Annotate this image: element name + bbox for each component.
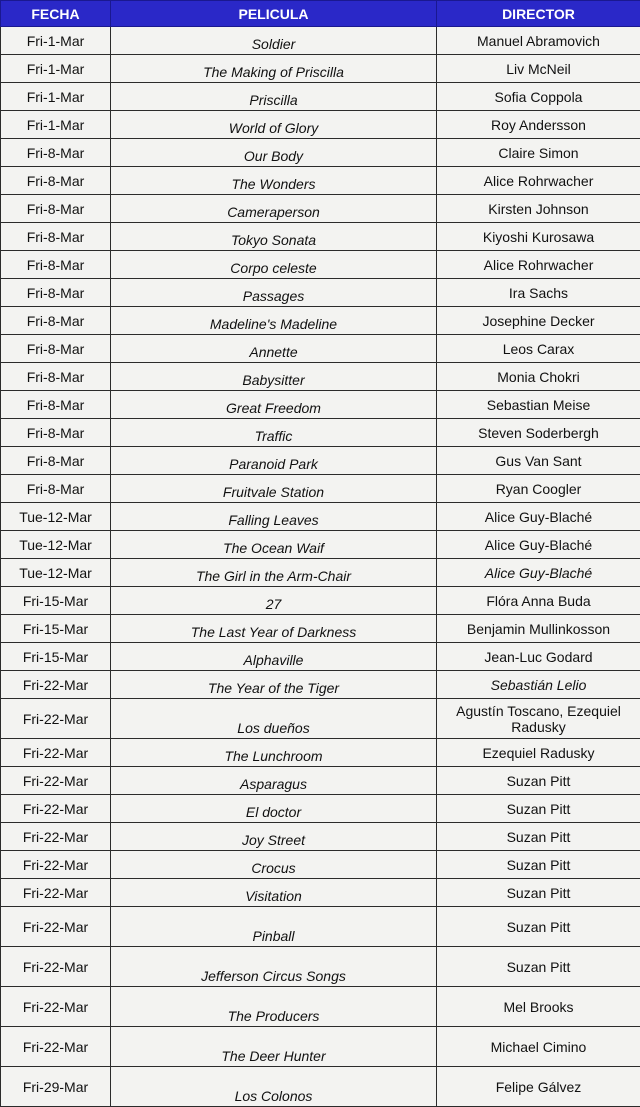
film-cell: Crocus bbox=[111, 851, 437, 879]
date-cell: Fri-22-Mar bbox=[1, 987, 111, 1027]
date-cell: Tue-12-Mar bbox=[1, 531, 111, 559]
date-cell: Fri-8-Mar bbox=[1, 139, 111, 167]
header-fecha: FECHA bbox=[1, 1, 111, 27]
film-cell: Traffic bbox=[111, 419, 437, 447]
table-row bbox=[1, 739, 640, 767]
table-row bbox=[1, 851, 640, 879]
table-row bbox=[1, 195, 640, 223]
film-cell: Los dueños bbox=[111, 699, 437, 739]
date-cell: Tue-12-Mar bbox=[1, 503, 111, 531]
table-row bbox=[1, 587, 640, 615]
film-cell: The Producers bbox=[111, 987, 437, 1027]
director-cell: Alice Guy-Blaché bbox=[437, 559, 640, 587]
date-cell: Fri-29-Mar bbox=[1, 1067, 111, 1107]
date-cell: Tue-12-Mar bbox=[1, 559, 111, 587]
director-cell: Agustín Toscano, Ezequiel Radusky bbox=[437, 699, 640, 739]
table-row bbox=[1, 139, 640, 167]
table-row bbox=[1, 879, 640, 907]
header-director: DIRECTOR bbox=[437, 1, 640, 27]
table-row bbox=[1, 83, 640, 111]
table-row bbox=[1, 279, 640, 307]
film-cell: Paranoid Park bbox=[111, 447, 437, 475]
film-cell: Los Colonos bbox=[111, 1067, 437, 1107]
director-cell: Alice Rohrwacher bbox=[437, 167, 640, 195]
film-cell: The Deer Hunter bbox=[111, 1027, 437, 1067]
date-cell: Fri-1-Mar bbox=[1, 55, 111, 83]
date-cell: Fri-8-Mar bbox=[1, 195, 111, 223]
director-cell: Roy Andersson bbox=[437, 111, 640, 139]
film-cell: Falling Leaves bbox=[111, 503, 437, 531]
date-cell: Fri-22-Mar bbox=[1, 739, 111, 767]
table-row bbox=[1, 419, 640, 447]
director-cell: Suzan Pitt bbox=[437, 767, 640, 795]
director-cell: Claire Simon bbox=[437, 139, 640, 167]
header-pelicula: PELICULA bbox=[111, 1, 437, 27]
director-cell: Ezequiel Radusky bbox=[437, 739, 640, 767]
director-cell: Manuel Abramovich bbox=[437, 27, 640, 55]
date-cell: Fri-8-Mar bbox=[1, 391, 111, 419]
film-cell: The Lunchroom bbox=[111, 739, 437, 767]
film-cell: Fruitvale Station bbox=[111, 475, 437, 503]
director-cell: Mel Brooks bbox=[437, 987, 640, 1027]
film-cell: Visitation bbox=[111, 879, 437, 907]
director-cell: Jean-Luc Godard bbox=[437, 643, 640, 671]
date-cell: Fri-8-Mar bbox=[1, 279, 111, 307]
director-cell: Liv McNeil bbox=[437, 55, 640, 83]
table-row bbox=[1, 643, 640, 671]
date-cell: Fri-8-Mar bbox=[1, 223, 111, 251]
film-cell: 27 bbox=[111, 587, 437, 615]
date-cell: Fri-8-Mar bbox=[1, 335, 111, 363]
date-cell: Fri-22-Mar bbox=[1, 699, 111, 739]
date-cell: Fri-15-Mar bbox=[1, 587, 111, 615]
film-cell: Alphaville bbox=[111, 643, 437, 671]
film-cell: Our Body bbox=[111, 139, 437, 167]
date-cell: Fri-8-Mar bbox=[1, 251, 111, 279]
director-cell: Kirsten Johnson bbox=[437, 195, 640, 223]
table-row bbox=[1, 767, 640, 795]
director-cell: Alice Guy-Blaché bbox=[437, 503, 640, 531]
date-cell: Fri-22-Mar bbox=[1, 879, 111, 907]
date-cell: Fri-15-Mar bbox=[1, 643, 111, 671]
film-cell: The Wonders bbox=[111, 167, 437, 195]
director-cell: Suzan Pitt bbox=[437, 907, 640, 947]
table-row bbox=[1, 1067, 640, 1107]
table-row bbox=[1, 987, 640, 1027]
director-cell: Suzan Pitt bbox=[437, 851, 640, 879]
date-cell: Fri-22-Mar bbox=[1, 795, 111, 823]
date-cell: Fri-8-Mar bbox=[1, 167, 111, 195]
table-row bbox=[1, 907, 640, 947]
director-cell: Leos Carax bbox=[437, 335, 640, 363]
table-row bbox=[1, 447, 640, 475]
date-cell: Fri-8-Mar bbox=[1, 475, 111, 503]
date-cell: Fri-8-Mar bbox=[1, 447, 111, 475]
table-row bbox=[1, 363, 640, 391]
director-cell: Flóra Anna Buda bbox=[437, 587, 640, 615]
film-cell: The Last Year of Darkness bbox=[111, 615, 437, 643]
date-cell: Fri-15-Mar bbox=[1, 615, 111, 643]
director-cell: Sebastián Lelio bbox=[437, 671, 640, 699]
table-row bbox=[1, 391, 640, 419]
date-cell: Fri-22-Mar bbox=[1, 671, 111, 699]
director-cell: Ryan Coogler bbox=[437, 475, 640, 503]
film-cell: Cameraperson bbox=[111, 195, 437, 223]
table-row bbox=[1, 531, 640, 559]
director-cell: Sebastian Meise bbox=[437, 391, 640, 419]
director-cell: Benjamin Mullinkosson bbox=[437, 615, 640, 643]
film-cell: Asparagus bbox=[111, 767, 437, 795]
date-cell: Fri-22-Mar bbox=[1, 823, 111, 851]
table-row bbox=[1, 475, 640, 503]
date-cell: Fri-22-Mar bbox=[1, 1027, 111, 1067]
director-cell: Monia Chokri bbox=[437, 363, 640, 391]
film-cell: Joy Street bbox=[111, 823, 437, 851]
table-row bbox=[1, 559, 640, 587]
film-cell: Soldier bbox=[111, 27, 437, 55]
table-row bbox=[1, 55, 640, 83]
film-cell: Passages bbox=[111, 279, 437, 307]
table-row bbox=[1, 111, 640, 139]
date-cell: Fri-8-Mar bbox=[1, 307, 111, 335]
table-row bbox=[1, 307, 640, 335]
table-body bbox=[1, 27, 640, 1107]
film-cell: World of Glory bbox=[111, 111, 437, 139]
date-cell: Fri-8-Mar bbox=[1, 419, 111, 447]
director-cell: Sofia Coppola bbox=[437, 83, 640, 111]
film-cell: Tokyo Sonata bbox=[111, 223, 437, 251]
table-row bbox=[1, 167, 640, 195]
table-row bbox=[1, 795, 640, 823]
film-cell: El doctor bbox=[111, 795, 437, 823]
table-row bbox=[1, 251, 640, 279]
date-cell: Fri-22-Mar bbox=[1, 907, 111, 947]
director-cell: Alice Guy-Blaché bbox=[437, 531, 640, 559]
table-row bbox=[1, 947, 640, 987]
table-row bbox=[1, 503, 640, 531]
film-cell: Jefferson Circus Songs bbox=[111, 947, 437, 987]
director-cell: Josephine Decker bbox=[437, 307, 640, 335]
table-header bbox=[1, 1, 640, 27]
film-cell: Priscilla bbox=[111, 83, 437, 111]
date-cell: Fri-1-Mar bbox=[1, 111, 111, 139]
date-cell: Fri-22-Mar bbox=[1, 767, 111, 795]
date-cell: Fri-8-Mar bbox=[1, 363, 111, 391]
director-cell: Suzan Pitt bbox=[437, 823, 640, 851]
director-cell: Ira Sachs bbox=[437, 279, 640, 307]
film-cell: Pinball bbox=[111, 907, 437, 947]
date-cell: Fri-1-Mar bbox=[1, 27, 111, 55]
table-row bbox=[1, 671, 640, 699]
director-cell: Kiyoshi Kurosawa bbox=[437, 223, 640, 251]
director-cell: Steven Soderbergh bbox=[437, 419, 640, 447]
table-row bbox=[1, 27, 640, 55]
director-cell: Alice Rohrwacher bbox=[437, 251, 640, 279]
director-cell: Gus Van Sant bbox=[437, 447, 640, 475]
table-row bbox=[1, 223, 640, 251]
film-cell: The Year of the Tiger bbox=[111, 671, 437, 699]
table-row bbox=[1, 823, 640, 851]
header-row bbox=[1, 1, 640, 27]
date-cell: Fri-22-Mar bbox=[1, 851, 111, 879]
film-cell: The Girl in the Arm-Chair bbox=[111, 559, 437, 587]
film-cell: Annette bbox=[111, 335, 437, 363]
table-row bbox=[1, 1027, 640, 1067]
director-cell: Michael Cimino bbox=[437, 1027, 640, 1067]
film-cell: The Making of Priscilla bbox=[111, 55, 437, 83]
table-row bbox=[1, 335, 640, 363]
director-cell: Felipe Gálvez bbox=[437, 1067, 640, 1107]
date-cell: Fri-22-Mar bbox=[1, 947, 111, 987]
table-row bbox=[1, 699, 640, 739]
director-cell: Suzan Pitt bbox=[437, 947, 640, 987]
film-cell: The Ocean Waif bbox=[111, 531, 437, 559]
director-cell: Suzan Pitt bbox=[437, 879, 640, 907]
film-cell: Madeline's Madeline bbox=[111, 307, 437, 335]
film-cell: Babysitter bbox=[111, 363, 437, 391]
table-row bbox=[1, 615, 640, 643]
film-cell: Great Freedom bbox=[111, 391, 437, 419]
film-cell: Corpo celeste bbox=[111, 251, 437, 279]
director-cell: Suzan Pitt bbox=[437, 795, 640, 823]
date-cell: Fri-1-Mar bbox=[1, 83, 111, 111]
